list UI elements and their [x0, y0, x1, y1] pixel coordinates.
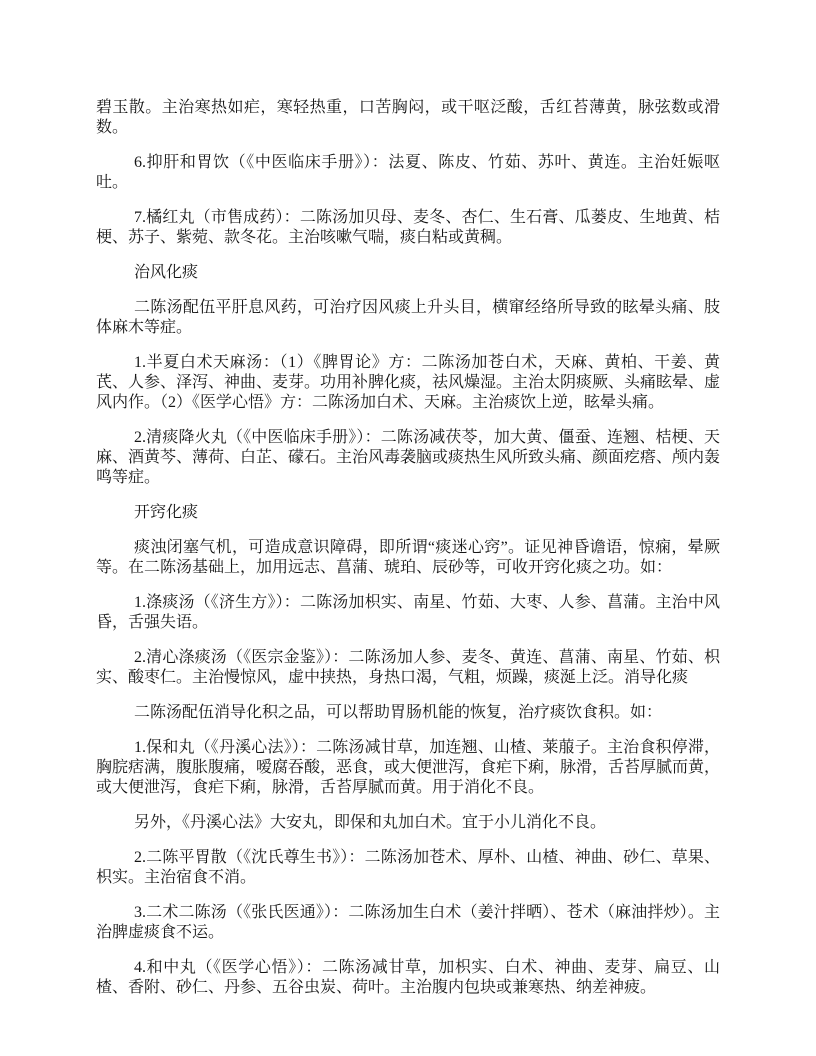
paragraph-kaiqiao-intro: 痰浊闭塞气机，可造成意识障碍，即所谓“痰迷心窍”。证见神昏谵语，惊痫，晕厥等。在二陈汤基础上，加用远志、菖蒲、琥珀、辰砂等，可收开窍化痰之功。如： [96, 539, 720, 576]
list-item-2-erchen-pingweisan: 2.二陈平胃散（《沈氏尊生书》）：二陈汤加苍术、厚朴、山楂、神曲、砂仁、草果、枳实。主治宿食不消。 [96, 849, 720, 886]
list-item-1-banxia-baizhu-tianmatang: 1.半夏白术天麻汤：（1）《脾胃论》方：二陈汤加苍白术，天麻、黄柏、干姜、黄芪、人参、泽泻、神曲、麦芽。功用补脾化痰，祛风燥湿。主治太阴痰厥、头痛眩晕、虚风内作。（2）《医学心悟》方：二陈汤加白术、天麻。主治痰饮上逆，眩晕头痛。 [96, 354, 721, 411]
paragraph-xiaodao-intro: 二陈汤配伍消导化积之品，可以帮助胃肠机能的恢复，治疗痰饮食积。如： [134, 704, 663, 721]
paragraph-daanwan-note: 另外，《丹溪心法》大安丸，即保和丸加白术。宜于小儿消化不良。 [134, 814, 607, 831]
section-heading-zhifeng-huatan: 治风化痰 [134, 264, 199, 281]
section-heading-kaiqiao-huatan: 开窍化痰 [134, 504, 199, 521]
list-item-1-ditantang: 1.涤痰汤（《济生方》）：二陈汤加枳实、南星、竹茹、大枣、人参、菖蒲。主治中风昏，舌强失语。 [96, 594, 720, 631]
list-item-6-yigan-heweiyin: 6.抑肝和胃饮（《中医临床手册》）：法夏、陈皮、竹茹、苏叶、黄连。主治妊娠呕吐。 [96, 154, 720, 191]
paragraph-zhifeng-intro: 二陈汤配伍平肝息风药，可治疗因风痰上升头目，横窜经络所导致的眩晕头痛、肢体麻木等症。 [96, 299, 720, 336]
list-item-7-juhongwan: 7.橘红丸（市售成药）：二陈汤加贝母、麦冬、杏仁、生石膏、瓜蒌皮、生地黄、桔梗、苏子、紫菀、款冬花。主治咳嗽气喘，痰白粘或黄稠。 [96, 209, 720, 246]
list-item-2-qingtan-jianghuowan: 2.清痰降火丸（《中医临床手册》）：二陈汤减茯苓，加大黄、僵蚕、连翘、桔梗、天麻、酒黄芩、薄荷、白芷、礞石。主治风毒袭脑或痰热生风所致头痛、颜面疙瘩、颅内轰鸣等症。 [96, 429, 721, 486]
paragraph-biyusan-continuation: 碧玉散。主治寒热如疟，寒轻热重，口苦胸闷，或干呕泛酸，舌红苔薄黄，脉弦数或滑数。 [96, 99, 720, 136]
list-item-4-hezhongwan: 4.和中丸（《医学心悟》）：二陈汤减甘草，加枳实、白术、神曲、麦芽、扁豆、山楂、香附、砂仁、丹参、五谷虫炭、荷叶。主治腹内包块或兼寒热、纳差神疲。 [96, 959, 720, 996]
list-item-2-qingxin-ditantang: 2.清心涤痰汤（《医宗金鉴》）：二陈汤加人参、麦冬、黄连、菖蒲、南星、竹茹、枳实、酸枣仁。主治慢惊风，虚中挟热，身热口渴，气粗，烦躁，痰涎上泛。消导化痰 [96, 649, 720, 686]
list-item-3-ershu-erchentang: 3.二术二陈汤（《张氏医通》）：二陈汤加生白术（姜汁拌晒）、苍术（麻油拌炒）。主治脾虚痰食不运。 [96, 904, 720, 941]
list-item-1-baohewan: 1.保和丸（《丹溪心法》）：二陈汤减甘草，加连翘、山楂、莱菔子。主治食积停滞，胸脘痞满，腹胀腹痛，嗳腐吞酸，恶食，或大便泄泻，食疟下痢，脉滑，舌苔厚腻而黄，或大便泄泻，食疟下痢，脉滑，舌苔厚腻而黄。用于消化不良。 [96, 739, 721, 796]
